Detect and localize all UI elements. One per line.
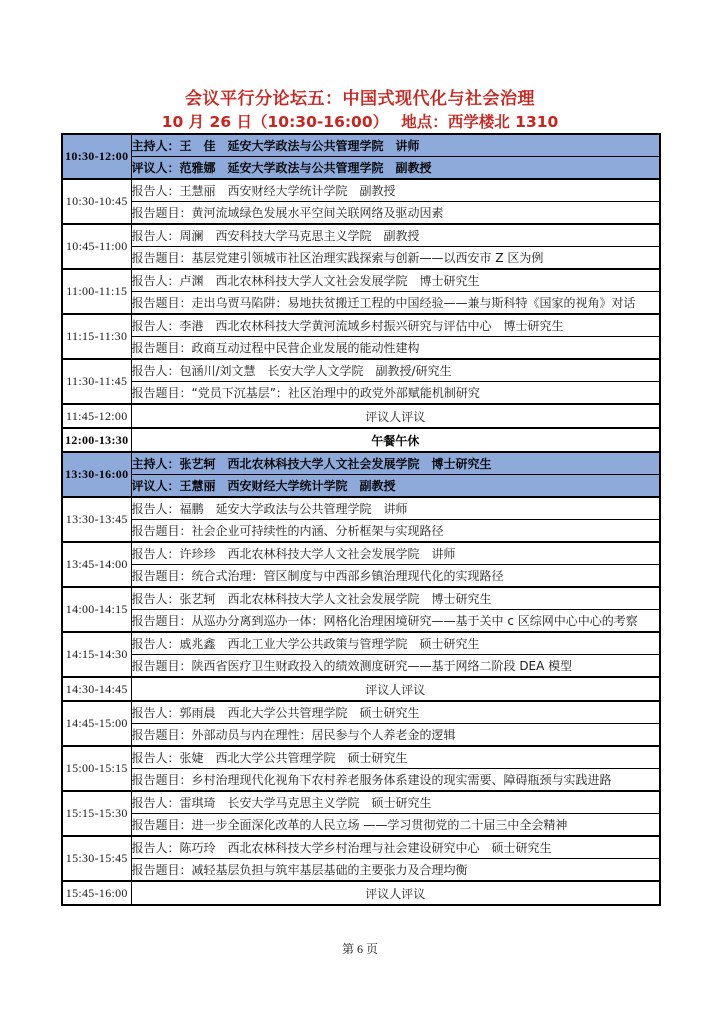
presenter-line: 报告人：张婕 西北大学公共管理学院 硕士研究生: [131, 746, 660, 769]
talk-row: [62, 565, 660, 588]
presenter-line: 报告人：张艺轲 西北农林科技大学人文社会发展学院 博士研究生: [131, 587, 660, 610]
talk-row: [62, 632, 660, 655]
talk-row: [62, 814, 660, 837]
time-slot: 11:45-12:00: [62, 404, 131, 428]
talk-title-line: 报告题目：走出乌贾马陷阱：易地扶贫搬迁工程的中国经验——兼与斯科特《国家的视角》对话: [131, 292, 660, 315]
talk-row: [62, 655, 660, 678]
time-slot: 14:30-14:45: [62, 677, 131, 701]
time-slot: 11:15-11:30: [62, 314, 131, 359]
talk-row: [62, 836, 660, 859]
talk-title-line: 报告题目：黄河流域绿色发展水平空间关联网络及驱动因素: [131, 202, 660, 225]
talk-row: [62, 269, 660, 292]
presenter-line: 报告人：雷琪琦 长安大学马克思主义学院 硕士研究生: [131, 791, 660, 814]
talk-row: [62, 859, 660, 882]
talk-row: [62, 791, 660, 814]
time-slot: 13:45-14:00: [62, 542, 131, 587]
presenter-line: 报告人：福鹏 延安大学政法与公共管理学院 讲师: [131, 497, 660, 520]
talk-title-line: 报告题目：“党员下沉基层”：社区治理中的政党外部赋能机制研究: [131, 382, 660, 405]
time-slot: 13:30-13:45: [62, 497, 131, 542]
talk-row: [62, 746, 660, 769]
session-header-row: [62, 475, 660, 498]
time-slot: 15:30-15:45: [62, 836, 131, 881]
review-row: [62, 677, 660, 701]
talk-title-line: 报告题目：外部动员与内在理性：居民参与个人养老金的逻辑: [131, 724, 660, 747]
talk-title-line: 报告题目：统合式治理：管区制度与中西部乡镇治理现代化的实现路径: [131, 565, 660, 588]
review-row: [62, 404, 660, 428]
evaluator-line: 评议人：范雅娜 延安大学政法与公共管理学院 副教授: [131, 157, 660, 180]
forum-title: 会议平行分论坛五：中国式现代化与社会治理: [185, 89, 535, 109]
presenter-line: 报告人：戚兆鑫 西北工业大学公共政策与管理学院 硕士研究生: [131, 632, 660, 655]
presenter-line: 报告人：郭雨晨 西北大学公共管理学院 硕士研究生: [131, 701, 660, 724]
talk-title-line: 报告题目：社会企业可持续性的内涵、分析框架与实现路径: [131, 520, 660, 543]
talk-row: [62, 382, 660, 405]
talk-title-line: 报告题目：基层党建引领城市社区治理实践探索与创新——以西安市 Z 区为例: [131, 247, 660, 270]
talk-row: [62, 497, 660, 520]
talk-title-line: 报告题目：政商互动过程中民营企业发展的能动性建构: [131, 337, 660, 360]
presenter-line: 报告人：周澜 西安科技大学马克思主义学院 副教授: [131, 224, 660, 247]
talk-row: [62, 202, 660, 225]
talk-row: [62, 701, 660, 724]
talk-row: [62, 724, 660, 747]
talk-title-line: 报告题目：陕西省医疗卫生财政投入的绩效测度研究——基于网络二阶段 DEA 模型: [131, 655, 660, 678]
talk-title-line: 报告题目：减轻基层负担与筑牢基层基础的主要张力及合理均衡: [131, 859, 660, 882]
time-slot: 15:00-15:15: [62, 746, 131, 791]
time-slot: 13:30-16:00: [62, 452, 131, 497]
talk-row: [62, 610, 660, 633]
time-slot: 10:30-12:00: [62, 134, 131, 179]
time-slot: 10:30-10:45: [62, 179, 131, 224]
session-header-row: [62, 452, 660, 475]
presenter-line: 报告人：卢渊 西北农林科技大学人文社会发展学院 博士研究生: [131, 269, 660, 292]
talk-title-line: 报告题目：进一步全面深化改革的人民立场 ——学习贯彻党的二十届三中全会精神: [131, 814, 660, 837]
evaluator-line: 评议人：王慧丽 西安财经大学统计学院 副教授: [131, 475, 660, 498]
session-header-row: [62, 134, 660, 157]
talk-title-line: 报告题目：乡村治理现代化视角下农村养老服务体系建设的现实需要、障碍瓶颈与实践进路: [131, 769, 660, 792]
talk-row: [62, 769, 660, 792]
talk-row: [62, 542, 660, 565]
talk-row: [62, 179, 660, 202]
moderator-line: 主持人：张艺轲 西北农林科技大学人文社会发展学院 博士研究生: [131, 452, 660, 475]
time-slot: 14:00-14:15: [62, 587, 131, 632]
review-note: 评议人评议: [131, 677, 660, 701]
time-slot: 15:15-15:30: [62, 791, 131, 836]
presenter-line: 报告人：李港 西北农林科技大学黄河流域乡村振兴研究与评估中心 博士研究生: [131, 314, 660, 337]
talk-row: [62, 224, 660, 247]
presenter-line: 报告人：陈巧玲 西北农林科技大学乡村治理与社会建设研究中心 硕士研究生: [131, 836, 660, 859]
review-row: [62, 881, 660, 905]
talk-row: [62, 359, 660, 382]
talk-row: [62, 292, 660, 315]
time-slot: 10:45-11:00: [62, 224, 131, 269]
time-slot: 15:45-16:00: [62, 881, 131, 905]
review-note: 评议人评议: [131, 881, 660, 905]
presenter-line: 报告人：王慧丽 西安财经大学统计学院 副教授: [131, 179, 660, 202]
talk-row: [62, 247, 660, 270]
session-header-row: [62, 157, 660, 180]
presenter-line: 报告人：许珍珍 西北农林科技大学人文社会发展学院 讲师: [131, 542, 660, 565]
time-slot: 11:00-11:15: [62, 269, 131, 314]
moderator-line: 主持人：王 佳 延安大学政法与公共管理学院 讲师: [131, 134, 660, 157]
time-slot: 14:15-14:30: [62, 632, 131, 677]
time-slot: 12:00-13:30: [62, 428, 131, 452]
forum-date-location: 10 月 26 日（10:30-16:00） 地点：西学楼北 1310: [161, 113, 559, 131]
talk-row: [62, 337, 660, 360]
presenter-line: 报告人：包涵川/刘文慧 长安大学人文学院 副教授/研究生: [131, 359, 660, 382]
talk-row: [62, 314, 660, 337]
talk-title-line: 报告题目：从巡办分离到巡办一体：网格化治理困境研究——基于关中 c 区综网中心中心的考察: [131, 610, 660, 633]
time-slot: 11:30-11:45: [62, 359, 131, 404]
talk-row: [62, 520, 660, 543]
break-row: [62, 428, 660, 452]
time-slot: 14:45-15:00: [62, 701, 131, 746]
talk-row: [62, 587, 660, 610]
review-note: 评议人评议: [131, 404, 660, 428]
schedule-table: [61, 133, 661, 906]
break-note: 午餐午休: [131, 428, 660, 452]
page-number: 第 6 页: [341, 942, 378, 956]
